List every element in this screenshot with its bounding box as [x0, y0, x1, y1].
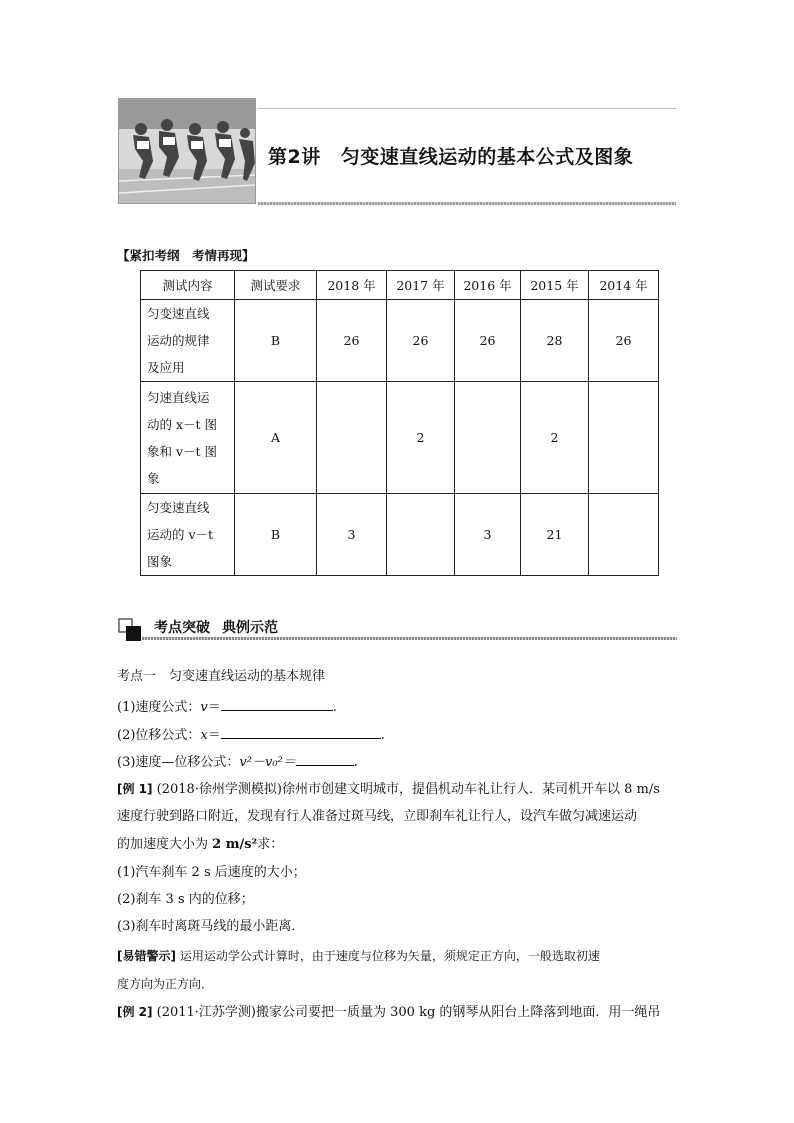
example-tag: [例 2]: [117, 1005, 153, 1019]
table-cell-count: 28: [521, 300, 589, 382]
section-label-syllabus: 【紧扣考纲 考情再现】: [117, 248, 255, 263]
page-title: [268, 142, 633, 169]
table-row: [141, 300, 659, 382]
example-tag: [例 1]: [117, 782, 153, 796]
formula-velocity: (1)速度公式：v＝ .: [117, 696, 337, 717]
formula-velocity-displacement: (3)速度—位移公式：v²－v₀²＝ .: [117, 751, 358, 772]
table-header-cell: 测试内容: [141, 271, 235, 300]
lecture-number: 第2讲: [268, 146, 321, 168]
sprinters-image: [119, 99, 255, 203]
answer-blank[interactable]: [221, 696, 333, 711]
formula-displacement: (2)位移公式：x＝ .: [117, 724, 385, 745]
exam-frequency-table: [140, 270, 659, 576]
header-rule-top: [258, 108, 676, 109]
table-cell-count: 3: [317, 494, 387, 576]
table-cell-content: 匀变速直线 运动的 v－t 图象: [141, 494, 235, 576]
table-header-cell: 2015 年: [521, 271, 589, 300]
section-rule: [142, 637, 677, 640]
table-cell-requirement: B: [235, 300, 317, 382]
table-cell-count: 3: [455, 494, 521, 576]
warning-line-2: 度方向为正方向．: [117, 977, 214, 991]
table-row: [141, 382, 659, 494]
table-cell-count: 26: [455, 300, 521, 382]
warning-tag: [易错警示]: [117, 949, 176, 963]
table-cell-count: [589, 382, 659, 494]
header-photo: [118, 98, 256, 204]
table-cell-count: [455, 382, 521, 494]
table-header-cell: 2017 年: [387, 271, 455, 300]
table-header-row: [141, 271, 659, 300]
table-cell-content: 匀变速直线 运动的规律 及应用: [141, 300, 235, 382]
table-cell-count: 2: [521, 382, 589, 494]
table-cell-content: 匀速直线运 动的 x－t 图 象和 v－t 图 象: [141, 382, 235, 494]
example-1-line-3: 的加速度大小为 2 m/s²求：: [117, 837, 284, 852]
table-header-cell: 测试要求: [235, 271, 317, 300]
table-cell-count: 21: [521, 494, 589, 576]
section-title-examples: 考点突破 典例示范: [154, 620, 278, 636]
table-cell-count: [317, 382, 387, 494]
example-1-line-2: 速度行驶到路口附近，发现有行人准备过斑马线，立即刹车礼让行人，设汽车做匀减速运动: [117, 809, 638, 824]
example-2-line-1: [例 2] (2011·江苏学测)搬家公司要把一质量为 300 kg 的钢琴从阳台上降落到地面．用一绳吊: [117, 1005, 661, 1020]
warning-line-1: [易错警示] 运用运动学公式计算时，由于速度与位移为矢量，须规定正方向，一般选取初速: [117, 949, 600, 963]
section-square-icon: [118, 618, 142, 642]
table-cell-count: 26: [589, 300, 659, 382]
key-point-heading: 考点一 匀变速直线运动的基本规律: [117, 669, 326, 684]
table-row: [141, 494, 659, 576]
answer-blank[interactable]: [221, 724, 381, 739]
table-cell-requirement: A: [235, 382, 317, 494]
question-1: (1)汽车刹车 2 s 后速度的大小；: [117, 865, 306, 880]
question-2: (2)刹车 3 s 内的位移；: [117, 892, 254, 907]
table-cell-count: 26: [317, 300, 387, 382]
table-header-cell: 2018 年: [317, 271, 387, 300]
table-cell-count: 26: [387, 300, 455, 382]
example-1-line-1: [例 1] (2018·徐州学测模拟)徐州市创建文明城市，提倡机动车礼让行人．某司机开车以 8 m/s: [117, 782, 660, 797]
lecture-title: 匀变速直线运动的基本公式及图象: [340, 146, 634, 168]
table-cell-count: [387, 494, 455, 576]
question-3: (3)刹车时离斑马线的最小距离．: [117, 919, 305, 934]
table-cell-count: 2: [387, 382, 455, 494]
answer-blank[interactable]: [296, 751, 354, 766]
table-header-cell: 2016 年: [455, 271, 521, 300]
header-rule-bottom: [258, 202, 676, 205]
table-header-cell: 2014 年: [589, 271, 659, 300]
table-cell-requirement: B: [235, 494, 317, 576]
table-cell-count: [589, 494, 659, 576]
